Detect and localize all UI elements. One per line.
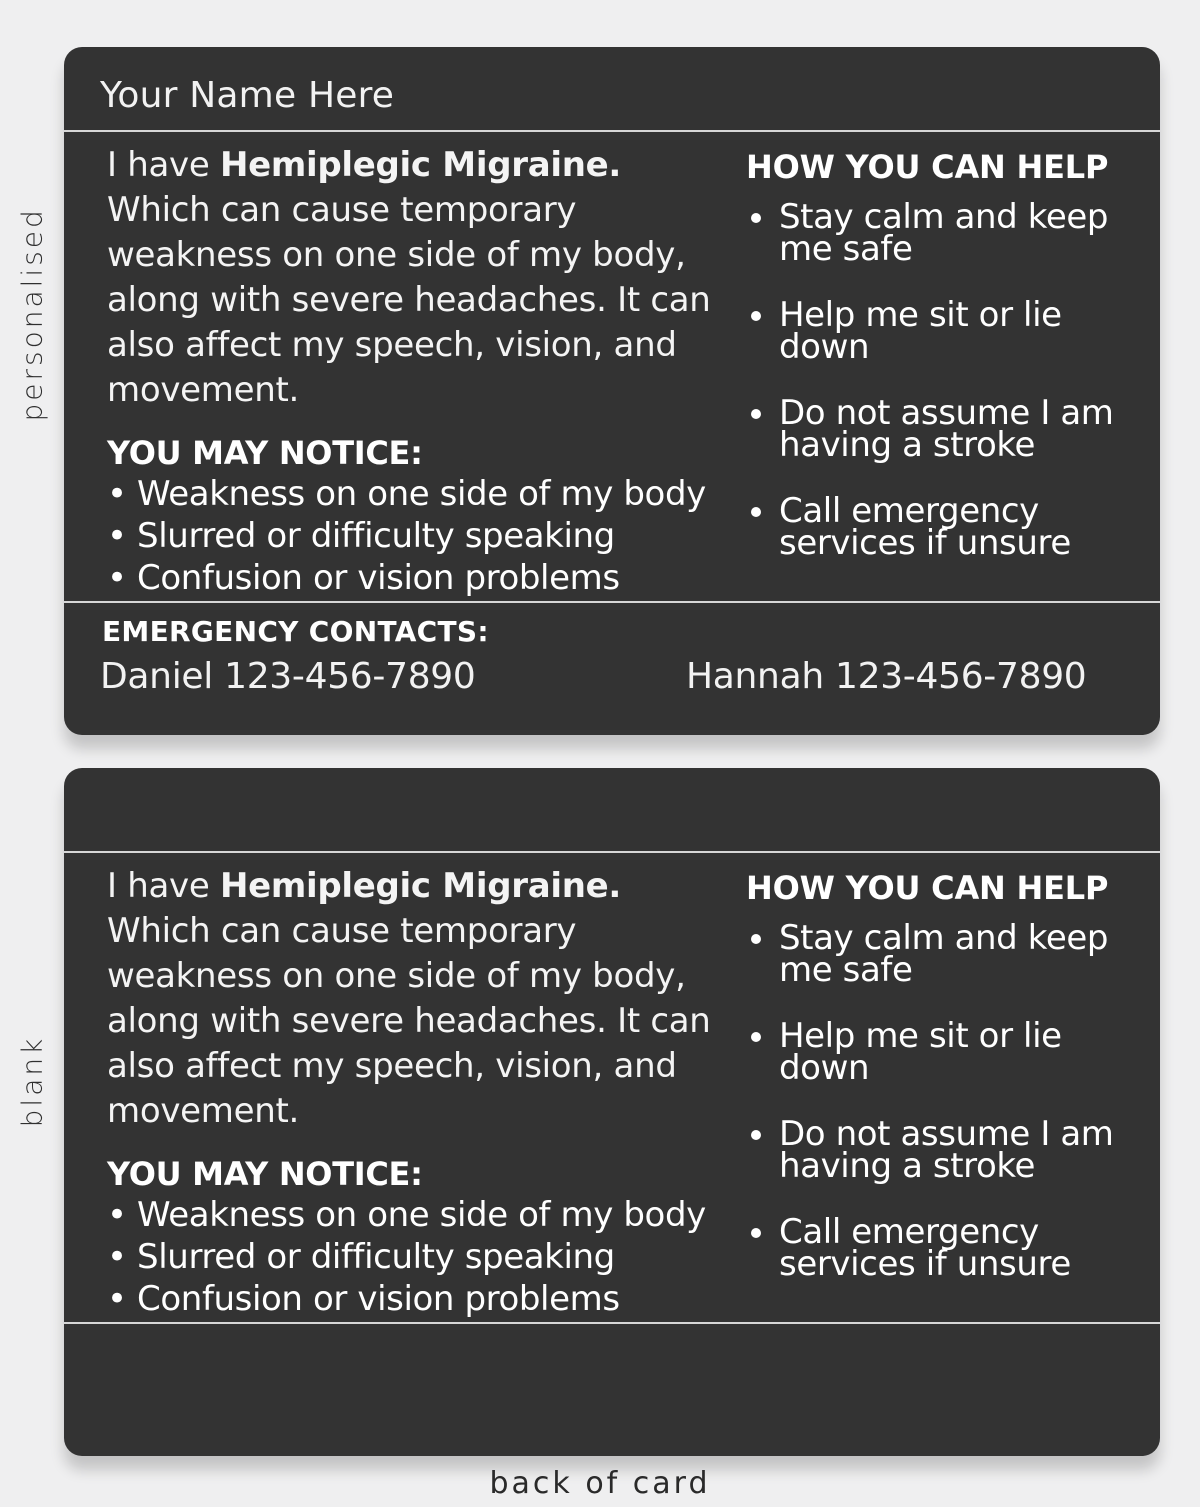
- condition-intro: [107, 143, 737, 413]
- condition-intro: [107, 864, 737, 1134]
- help-item-text: Help me sit or lie down: [779, 295, 1062, 367]
- help-item: [746, 1212, 1146, 1284]
- help-item-text: Do not assume I am having a stroke: [779, 393, 1114, 465]
- help-item: [746, 1114, 1146, 1186]
- emergency-contact-2: Hannah 123-456-7890: [686, 656, 1087, 697]
- emergency-contact-1: Daniel 123-456-7890: [100, 656, 476, 697]
- help-item: [746, 197, 1146, 269]
- notice-item: • Weakness on one side of my body: [107, 474, 706, 514]
- notice-item: • Slurred or difficulty speaking: [107, 516, 615, 556]
- notice-item: • Weakness on one side of my body: [107, 1195, 706, 1235]
- card-holder-name: Your Name Here: [100, 75, 395, 116]
- bullet-icon: [751, 311, 761, 321]
- personalised-card: [64, 47, 1160, 735]
- notice-heading: YOU MAY NOTICE:: [107, 434, 423, 472]
- personalised-label: personalised: [15, 207, 49, 422]
- help-item: [746, 918, 1146, 990]
- help-item-text: Call emergency services if unsure: [779, 1212, 1071, 1284]
- notice-list: [107, 1194, 737, 1320]
- bullet-icon: [751, 213, 761, 223]
- condition-description: Which can cause temporary weakness on one side of my body, along with severe headaches. It can also affect my speech, vision, and movement.: [107, 190, 711, 410]
- notice-list: [107, 473, 737, 599]
- blank-label: blank: [15, 1035, 49, 1128]
- help-item-text: Stay calm and keep me safe: [779, 918, 1109, 990]
- help-item-text: Call emergency services if unsure: [779, 491, 1071, 563]
- header-divider: [64, 851, 1160, 853]
- condition-section: [107, 864, 737, 1320]
- intro-prefix: I have: [107, 145, 220, 185]
- help-list: [746, 197, 1146, 563]
- help-item-text: Help me sit or lie down: [779, 1016, 1062, 1088]
- help-item: [746, 491, 1146, 563]
- intro-prefix: I have: [107, 866, 220, 906]
- condition-description: Which can cause temporary weakness on one side of my body, along with severe headaches. It can also affect my speech, vision, and movement.: [107, 911, 711, 1131]
- emergency-contacts-heading: EMERGENCY CONTACTS:: [102, 615, 489, 648]
- help-item-text: Do not assume I am having a stroke: [779, 1114, 1114, 1186]
- bullet-icon: [751, 934, 761, 944]
- help-section: [746, 868, 1146, 1314]
- bullet-icon: [751, 1130, 761, 1140]
- help-heading: HOW YOU CAN HELP: [746, 148, 1109, 186]
- notice-item: • Confusion or vision problems: [107, 1279, 620, 1319]
- help-item: [746, 1016, 1146, 1088]
- bullet-icon: [751, 507, 761, 517]
- bullet-icon: [751, 409, 761, 419]
- condition-section: [107, 143, 737, 599]
- condition-name: Hemiplegic Migraine.: [219, 866, 621, 906]
- notice-item: • Confusion or vision problems: [107, 558, 620, 598]
- bullet-icon: [751, 1032, 761, 1042]
- help-item-text: Stay calm and keep me safe: [779, 197, 1109, 269]
- help-item: [746, 295, 1146, 367]
- notice-heading: YOU MAY NOTICE:: [107, 1155, 423, 1193]
- bullet-icon: [751, 1228, 761, 1238]
- help-section: [746, 147, 1146, 593]
- blank-card: [64, 768, 1160, 1456]
- footer-caption: back of card: [489, 1466, 711, 1501]
- help-heading: HOW YOU CAN HELP: [746, 869, 1109, 907]
- condition-name: Hemiplegic Migraine.: [219, 145, 621, 185]
- header-divider: [64, 130, 1160, 132]
- footer-divider: [64, 1322, 1160, 1324]
- notice-item: • Slurred or difficulty speaking: [107, 1237, 615, 1277]
- help-item: [746, 393, 1146, 465]
- help-list: [746, 918, 1146, 1284]
- footer-divider: [64, 601, 1160, 603]
